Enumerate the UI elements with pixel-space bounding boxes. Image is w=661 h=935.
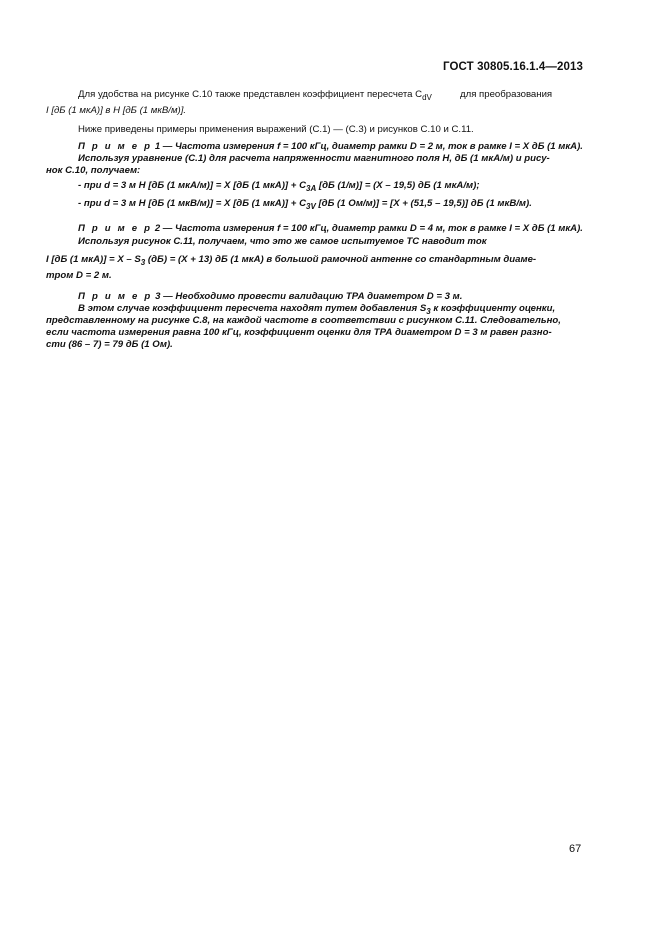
example-3-line: представленному на рисунке С.8, на каждой частоте в соответствии с рисунком С.11. Следовательно, <box>46 315 561 326</box>
example-3-heading: П р и м е р 3 — Необходимо провести валидацию ТРА диаметром D = 3 м. <box>78 291 463 302</box>
example-1-heading: П р и м е р 1 — Частота измерения f = 100 кГц, диаметр рамки D = 2 м, ток в рамке I = X дБ (1 мкА). <box>78 141 583 152</box>
example-3-line: В этом случае коэффициент пересчета находят путем добавления $S_3$ к коэффициенту оценки, <box>78 303 556 316</box>
text-line: Для удобства на рисунке С.10 также представлен коэффициент пересчета $C_{dV}$ <box>78 89 432 102</box>
example-2-line: I [дБ (1 $мкА)] = X - S_3$ (дБ) = (X + 13) дБ (1 мкА) в большой рамочной антенне со стандартным диаме- <box>46 254 537 267</box>
example-3-line: если частота измерения равна 100 кГц, коэффициент оценки для ТРА диаметром D = 3 м равен разно- <box>46 327 552 338</box>
example-2-line: Используя рисунок С.11, получаем, что это же самое испытуемое ТС наводит ток <box>78 236 487 247</box>
text-line: Ниже приведены примеры применения выражений (С.1) — (С.3) и рисунков С.10 и С.11. <box>78 124 474 135</box>
example-2-line: тром D = 2 м. <box>46 270 112 281</box>
example-1-line: нок С.10, получаем: <box>46 165 141 176</box>
example-2-heading: П р и м е р 2 — Частота измерения f = 100 кГц, диаметр рамки D = 4 м, ток в рамке I = X дБ (1 мкА). <box>78 223 583 234</box>
formula-2: - при d = 3 м H [дБ (1 мкВ/м)] = X [дБ (1 $мкА)] + C_{3V}$ [дБ (1 Ом/м)] = [X + (51,5 – 19,5)] дБ (1 мкВ/м). <box>78 198 532 211</box>
document-code: ГОСТ 30805.16.1.4—2013 <box>443 61 583 73</box>
example-1-line: Используя уравнение (С.1) для расчета напряженности магнитного поля H, дБ (1 мкА/м) и рису- <box>78 153 550 164</box>
example-3-line: сти (86 – 7) = 79 дБ (1 Ом). <box>46 339 173 350</box>
text-line: I [дБ (1 мкА)] в H [дБ (1 мкВ/м)]. <box>46 105 187 116</box>
text-line-end: для преобразования <box>460 89 553 100</box>
page-number: 67 <box>569 843 582 855</box>
formula-1: - при d = 3 м H [дБ (1 мкА/м)] = X [дБ (1 $мкА)] + C_{3A}$ [дБ (1/м)] = (X – 19,5) дБ (1 мкА/м); <box>78 180 480 193</box>
